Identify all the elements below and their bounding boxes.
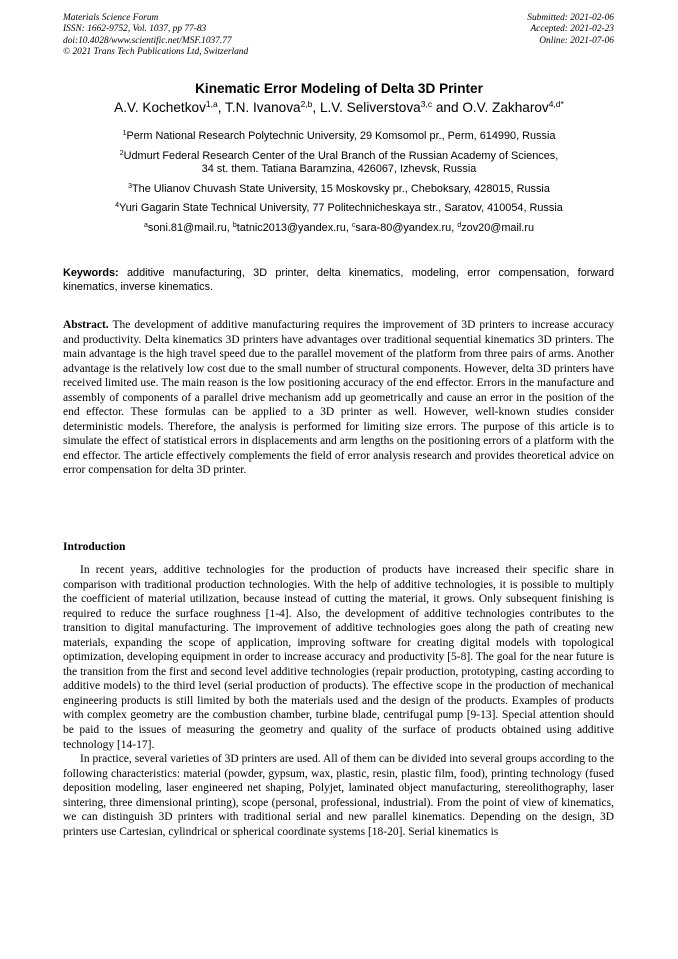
author-emails: $^a$soni.81@mail.ru, $^b$tatnic2013@yandex.ru, $^c$sara-80@yandex.ru, $^d$zov20@mail.ru (144, 222, 534, 235)
abstract-label: Abstract. (63, 319, 109, 331)
abstract-text: The development of additive manufacturing requires the improvement of 3D printers to increase accuracy and productivity. Delta kinematics 3D printers have advantages over traditional sequential kinematics 3D printers. The main advantage is the high travel speed due to the parallel movement of the platform from three pairs of arms. Another advantage is the relatively low cost due to the small number of structural components. However, delta 3D printers have received limited use. The main reason is the low positioning accuracy of the end effector. Errors in the manufacture and assembly of components of a parallel drive mechanism add up geometrically and cause an error in the position of the end effector. These formulas can be applied to a 3D printer as well. However, well-known studies consider deterministic models. Therefore, the analysis is performed for limiting size errors. The purpose of this article is to simulate the effect of statistical errors in displacements and arm lengths on the positioning errors of a platform with the end effector. The article effectively complements the field of error analysis research and provides theoretical advice on error compensation for delta 3D printer. (63, 319, 614, 477)
email-link[interactable]: sara-80@yandex.ru, (355, 222, 458, 235)
affiliations (0, 130, 678, 235)
author: L.V. Seliverstova$^{3,c}$ and (319, 99, 463, 115)
doi-line: doi:10.4028/www.scientific.net/MSF.1037.77 (63, 35, 232, 46)
accepted-date: Accepted: 2021-02-23 (530, 24, 614, 35)
online-date: Online: 2021-07-06 (539, 35, 614, 46)
author: T.N. Ivanova$^{2,b}$, (225, 99, 320, 115)
introduction-body (63, 563, 614, 839)
keywords-text: additive manufacturing, 3D printer, delta kinematics, modeling, error compensation, forward kinematics, inverse kinematics. (63, 267, 614, 294)
author-list (0, 100, 678, 115)
email-link[interactable]: soni.81@mail.ru, (147, 222, 233, 235)
keywords-label: Keywords: (63, 267, 119, 279)
paragraph: In practice, several varieties of 3D printers are used. All of them can be divided into several groups according to the following characteristics: material (powder, gypsum, wax, plastic, resin, plastic film, food), printing technology (fused deposition modeling, laser engineered net shaping, Polyjet, laminated object manufacturing, stereolithography, laser sintering, three dimensional printing), scope (personal, professional, industrial). From the point of view of kinematics, we can distinguish 3D printers with traditional serial and new parallel kinematics. Depending on the design, 3D printers use Cartesian, cylindrical or spherical coordinate systems [18-20]. Serial kinematics is (63, 753, 614, 838)
author: A.V. Kochetkov$^{1,a}$, (114, 99, 226, 115)
section-heading: Introduction (63, 541, 126, 553)
journal-header-right (527, 13, 614, 47)
affiliation: $^2$Udmurt Federal Research Center of the Ural Branch of the Russian Academy of Sciences, 34 st. them. Tatiana Baramzina, 426067, Izhevsk, Russia (119, 149, 559, 175)
abstract-section (63, 318, 614, 478)
affiliation: $^3$The Ulianov Chuvash State University, 15 Moskovsky pr., Cheboksary, 428015, Russia (128, 182, 550, 195)
copyright-line: © 2021 Trans Tech Publications Ltd, Switzerland (63, 47, 249, 58)
paper-title: Kinematic Error Modeling of Delta 3D Printer (195, 81, 483, 96)
email-link[interactable]: zov20@mail.ru (461, 222, 534, 235)
journal-name: Materials Science Forum (63, 13, 159, 23)
email-link[interactable]: tatnic2013@yandex.ru, (236, 222, 352, 235)
submitted-date: Submitted: 2021-02-06 (527, 13, 614, 23)
paragraph: In recent years, additive technologies for the production of products have increased their specific share in comparison with traditional production technologies. With the help of additive technologies, it is possible to multiply the coefficient of material utilization, because instead of cutting the material, it grows. Only subsequent finishing is required to reduce the surface roughness [1-4]. Also, the development of additive technologies contributes to the transition to digital manufacturing. The improvement of additive technologies goes along the path of creating new materials, expanding the scope of application, improving software for creating digital models with topological optimization, developing equipment in order to increase accuracy and productivity [5-8]. The goal for the near future is the transition from the first and second level additive technologies (repair production, prototyping, casting according to additive models) to the third level (serial production of products). The effective scope in the production of mechanical engineering products is still limited by both the materials used and the design of the products. Examples of products with complex geometry are the combustion chamber, turbine blade, centrifugal pump [9-13]. Special attention should be paid to the issues of measuring the geometry and quality of the surface of products obtained using additive technology [14-17]. (63, 564, 614, 751)
affiliation: $^4$Yuri Gagarin State Technical University, 77 Politechnicheskaya str., Saratov, 410054, Russia (115, 202, 563, 215)
affiliation: $^1$Perm National Research Polytechnic University, 29 Komsomol pr., Perm, 614990, Russia (122, 130, 556, 142)
author: O.V. Zakharov$^{4,d*}$ (462, 99, 564, 115)
keywords-section (63, 266, 614, 294)
journal-header-left (63, 13, 248, 59)
issn-line: ISSN: 1662-9752, Vol. 1037, pp 77-83 (63, 24, 207, 35)
